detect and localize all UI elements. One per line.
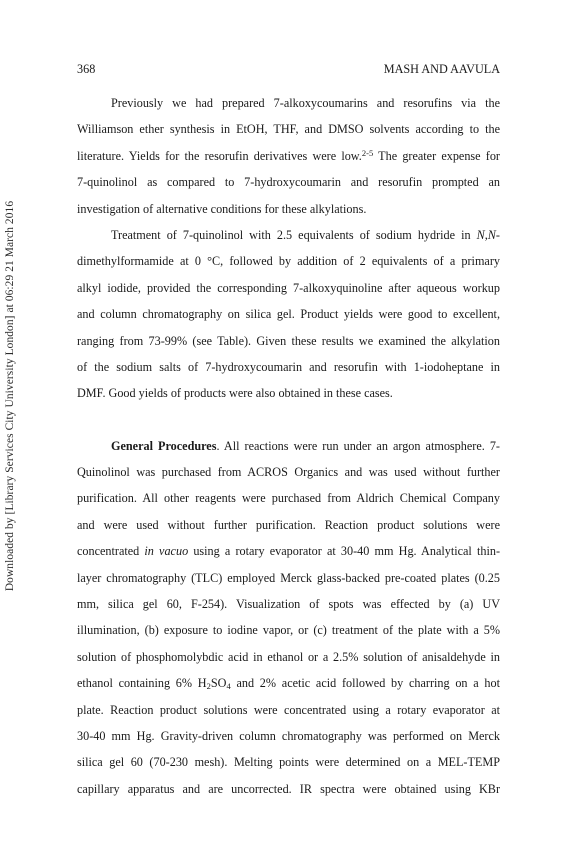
text-run: SO: [210, 676, 227, 691]
text-line: silica gel 60 (70-230 mesh). Melting points were determined on a MEL-TEMP: [77, 755, 500, 770]
text-line: 7-quinolinol as compared to 7-hydroxycoumarin and resorufin prompted an: [77, 175, 500, 190]
text-run: Treatment of 7-quinolinol with 2.5 equivalents of sodium hydride in: [111, 227, 477, 242]
text-line: ranging from 73-99% (see Table). Given these results we examined the alkylation: [77, 333, 500, 348]
paragraph-treatment: [77, 222, 500, 407]
text-line: dimethylformamide at 0 °C, followed by addition of 2 equivalents of a primary: [77, 254, 500, 269]
section-heading: General Procedures: [111, 438, 217, 453]
text-line: and column chromatography on silica gel. Product yields were good to excellent,: [77, 307, 500, 322]
text-line: Previously we had prepared 7-alkoxycoumarins and resorufins via the: [111, 96, 500, 110]
text-line: [77, 433, 500, 459]
subscript: 4: [226, 681, 231, 692]
download-stamp-text: Downloaded by [Library Services City University London] at 06:29 21 March 2016: [4, 200, 16, 592]
text-line: of the sodium salts of 7-hydroxycoumarin and resorufin with 1-iodoheptane in: [77, 359, 500, 374]
text-line: and were used without further purification. Reaction product solutions were: [77, 517, 500, 532]
page-header: [77, 62, 500, 78]
page-number: 368: [77, 62, 96, 76]
text-line: solution of phosphomolybdic acid in ethanol or a 2.5% solution of anisaldehyde in: [77, 649, 500, 664]
text-line: alkyl iodide, provided the corresponding 7-alkoxyquinoline after aqueous workup: [77, 280, 500, 295]
text-line: [77, 538, 500, 564]
text-run: concentrated: [77, 544, 145, 559]
text-line: plate. Reaction product solutions were concentrated using a rotary evaporator at: [77, 702, 500, 717]
text-line: purification. All other reagents were purchased from Aldrich Chemical Company: [77, 491, 500, 506]
text-line: [77, 222, 500, 248]
text-line: layer chromatography (TLC) employed Merck glass-backed pre-coated plates (0.25: [77, 570, 500, 585]
text-line: [77, 143, 500, 169]
paragraph-previous-work: [77, 90, 500, 222]
subscript: 2: [206, 681, 211, 692]
article-body: [77, 90, 500, 802]
text-line: Williamson ether synthesis in EtOH, THF, and DMSO solvents according to the: [77, 122, 500, 137]
text-line: 30-40 mm Hg. Gravity-driven column chromatography was performed on Merck: [77, 728, 500, 743]
italic-text: in vacuo: [144, 544, 189, 559]
text-line: DMF. Good yields of products were also obtained in these cases.: [77, 386, 393, 401]
text-run: ethanol containing 6% H: [77, 676, 207, 691]
text-line: capillary apparatus and are uncorrected. IR spectra were obtained using KBr: [77, 781, 500, 796]
text-line: mm, silica gel 60, F-254). Visualization of spots was effected by (a) UV: [77, 597, 500, 612]
italic-text: N,N-: [476, 227, 500, 242]
citation-superscript: 2-5: [361, 147, 374, 158]
text-run: and 2% acetic acid followed by charring on a hot: [230, 676, 500, 691]
text-run: literature. Yields for the resorufin derivatives were low.: [77, 148, 362, 163]
text-line: Quinolinol was purchased from ACROS Organics and was used without further: [77, 465, 500, 480]
text-run: The greater expense for: [373, 148, 500, 163]
paragraph-general-procedures: [77, 433, 500, 802]
text-run: using a rotary evaporator at 30-40 mm Hg. Analytical thin-: [188, 544, 500, 559]
text-run: . All reactions were run under an argon atmosphere. 7-: [216, 438, 500, 453]
text-line: investigation of alternative conditions for these alkylations.: [77, 201, 367, 216]
paragraph-gap: [77, 407, 500, 433]
text-line: [77, 670, 500, 696]
running-head: MASH AND AAVULA: [383, 62, 500, 76]
text-line: illumination, (b) exposure to iodine vapor, or (c) treatment of the plate with a 5%: [77, 623, 500, 638]
download-stamp: [4, 96, 24, 696]
